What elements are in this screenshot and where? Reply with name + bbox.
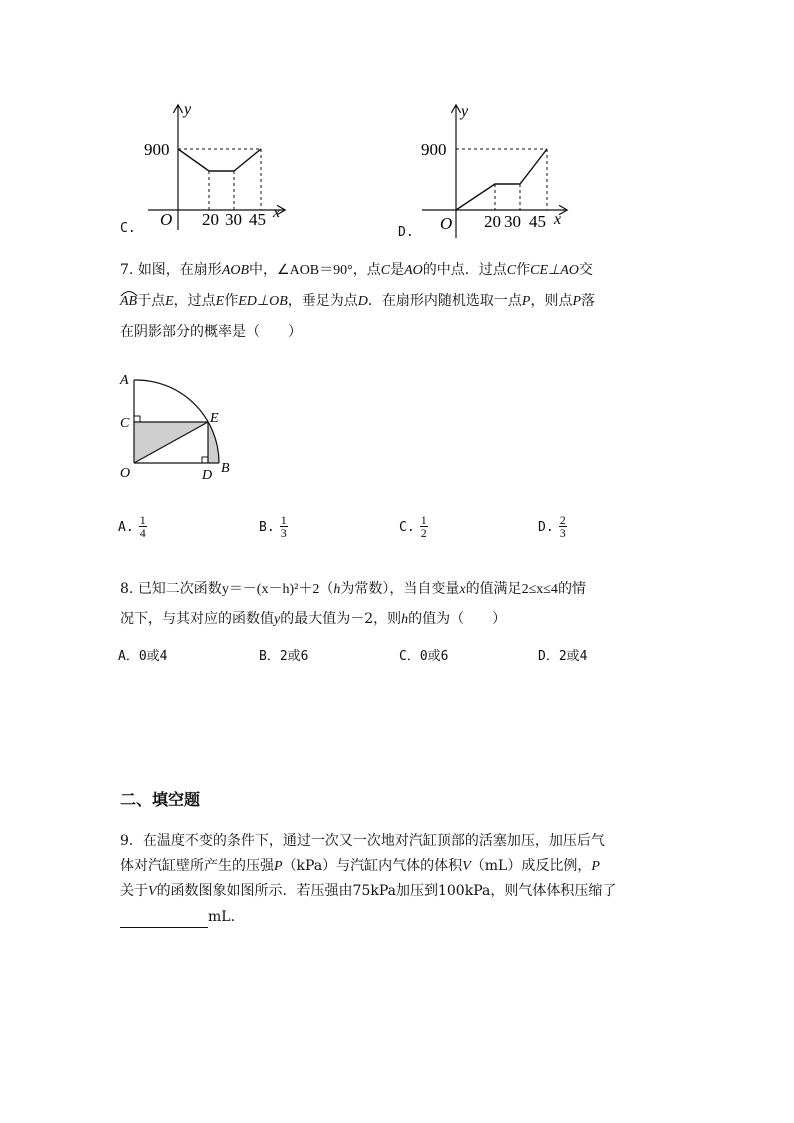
graph-d: [398, 100, 573, 245]
q9-line-3: 关于V的函数图象如图所示．若压强由75kPa加压到100kPa，则气体体积压缩了: [120, 883, 617, 899]
q8-line-1: 8. 已知二次函数y＝－(x－h)²＋2（h为常数），当自变量x的值满足2≤x≤4的情: [120, 581, 586, 597]
q7-option-a[interactable]: A. $\frac{1}{4}$: [118, 513, 146, 540]
x-tick-30: 30: [504, 212, 521, 231]
y-axis-label: y: [461, 103, 469, 120]
x-tick-45: 45: [529, 212, 546, 231]
q7-option-c[interactable]: C. $\frac{1}{2}$: [399, 513, 427, 540]
q8-option-a[interactable]: A．0或4: [118, 649, 168, 664]
graph-c: [118, 100, 288, 240]
x-axis-label: x: [273, 204, 281, 221]
q8-line-2: 况下，与其对应的函数值y的最大值为－2，则h的值为（ ）: [120, 611, 507, 627]
section-title: 二、填空题: [120, 790, 201, 809]
q9-line-2: 体对汽缸壁所产生的压强P（kPa）与汽缸内气体的体积V（mL）成反比例，P: [120, 858, 600, 874]
x-tick-30: 30: [225, 210, 242, 229]
q9-line-1: 9．在温度不变的条件下，通过一次又一次地对汽缸顶部的活塞加压，加压后气: [120, 833, 605, 849]
q7-option-b[interactable]: B. $\frac{1}{3}$: [259, 513, 287, 540]
label-d: D: [202, 468, 213, 483]
q7-line-1: 7. 如图，在扇形AOB中，∠AOB＝90°，点C是AO的中点．过点C作CE⊥AO交: [120, 262, 593, 278]
origin-label: O: [160, 210, 173, 229]
q8-option-b[interactable]: B．2或6: [259, 649, 309, 664]
x-tick-20: 20: [202, 210, 219, 229]
shaded-segment: [208, 422, 219, 463]
q9-line-4: mL．: [120, 906, 245, 928]
q7-line-2: AB于点E，过点E作ED⊥OB，垂足为点D．在扇形内随机选取一点P，则点P落: [120, 293, 596, 309]
q7-line-3: 在阴影部分的概率是（ ）: [120, 324, 302, 340]
y-tick-900: 900: [421, 140, 447, 159]
x-axis-label: x: [554, 211, 562, 228]
graph-c-line: [178, 149, 261, 171]
option-label-c: C.: [120, 221, 136, 236]
label-e: E: [210, 411, 219, 426]
origin-label: O: [440, 214, 453, 233]
sector-figure: [116, 370, 242, 485]
q8-option-c[interactable]: C．0或6: [399, 649, 449, 664]
x-tick-20: 20: [484, 212, 501, 231]
y-axis-label: y: [184, 101, 192, 118]
option-label-d: D.: [398, 225, 414, 240]
answer-blank[interactable]: [120, 911, 208, 928]
x-tick-45: 45: [249, 210, 266, 229]
label-c: C: [120, 416, 130, 431]
y-tick-900: 900: [144, 140, 170, 159]
label-b: B: [221, 461, 230, 476]
label-o: O: [120, 466, 131, 481]
q7-option-d[interactable]: D. $\frac{2}{3}$: [538, 513, 566, 540]
graph-d-line: [456, 149, 547, 210]
label-a: A: [120, 373, 129, 388]
q8-option-d[interactable]: D．2或4: [538, 649, 588, 664]
